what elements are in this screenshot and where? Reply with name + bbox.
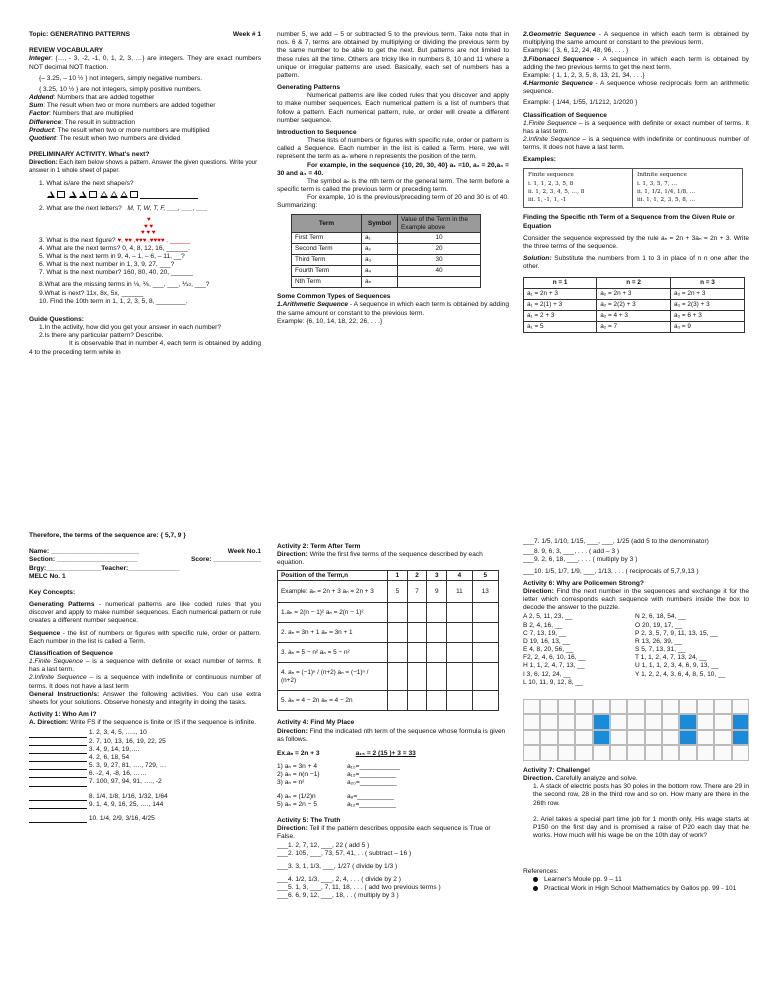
- act4-items: [277, 763, 509, 809]
- act1-items: [29, 729, 261, 823]
- list-item: 6. -2, 4, -8, 16, ……: [29, 770, 261, 778]
- puzzle-cell-highlight: [679, 714, 696, 730]
- table-row: 5. aₙ = 4 − 2n aₙ = 4 − 2n: [278, 691, 499, 711]
- symbol-header: Symbol: [362, 214, 398, 233]
- sequence-examples: [523, 168, 749, 209]
- act2-header-row: Position of the Term,n 1 2 3 4 5: [278, 570, 499, 581]
- list-item: 5. 3, 9, 27, 81, …., 729, …: [29, 762, 261, 770]
- list-item: 9. 1, 4, 9, 16, 25, …., 144: [29, 801, 261, 809]
- act4-heading: Activity 4: Find My Place: [277, 719, 355, 727]
- puzzle-cell[interactable]: [523, 730, 540, 746]
- answer-blank[interactable]: [29, 732, 87, 738]
- puzzle-cell[interactable]: [610, 745, 627, 761]
- student-info: [29, 548, 261, 581]
- table-row: Example: aₙ = 2n + 3 aₙ = 2n + 3 5 7 9 11 13: [278, 581, 499, 603]
- guide-heading: Guide Questions:: [29, 315, 84, 323]
- section-field[interactable]: Section: ______________________: [29, 556, 138, 564]
- shape-group-1: [47, 191, 65, 198]
- product-def: Product: The result when two or more numbers are multiplied: [29, 126, 210, 134]
- harm-def: 4.Harmonic Sequence - A sequence whose reciprocals form an arithmetic sequence.: [523, 80, 749, 96]
- list-item: 8. 1/4, 1/8, 1/16, 1/32, 1/64: [29, 793, 261, 801]
- puzzle-cell[interactable]: [714, 699, 731, 715]
- act6-right: [635, 613, 749, 687]
- answer-blank[interactable]: [140, 193, 198, 199]
- geo-example: Example: { 3, 6, 12, 24, 48, 96, . . . }: [523, 47, 629, 55]
- arith-example: Example: {6, 10, 14, 18, 22, 26, . . .}: [277, 317, 383, 325]
- puzzle-cell[interactable]: [645, 699, 662, 715]
- list-item: A 2, 5, 11, 23, __: [523, 613, 573, 621]
- list-item: H 1, 1, 2, 4, 7, 13, __: [523, 662, 585, 670]
- nonint-line1: {– 3.25, – 10 ½ } not integers, simply negative numbers.: [39, 74, 203, 82]
- hearts-figure: ♥ ♥ ♥ ♥ ♥ ♥: [141, 216, 156, 237]
- list-item: S 5, 7, 13, 31, __: [635, 646, 686, 654]
- act6-heading: Activity 6: Why are Policemen Strong?: [523, 579, 644, 587]
- list-item: 1. 2, 3, 4, 5, ….., 10: [29, 729, 261, 737]
- act7-direction: Direction. Carefully analyze and solve.: [523, 775, 638, 783]
- guide-1: 1.In the activity, how did you get your answer in each number?: [39, 324, 222, 332]
- general-instructions: General Instruction/s: Answer the following activities. You can use extra sheets for your solutions. Observe honesty and integrity in doing the tasks.: [29, 690, 261, 706]
- finite-def: 1.Finite Sequence – is a sequence with definite or exact number of terms. It has a last term.: [523, 119, 749, 135]
- triangle-icon: [110, 191, 118, 198]
- term-table-header: [292, 214, 481, 233]
- puzzle-cell-highlight: [593, 714, 610, 730]
- table-row: 2. aₙ = 3n + 1 aₙ = 3n + 1: [278, 623, 499, 643]
- puzzle-cell[interactable]: [714, 745, 731, 761]
- list-item: ___10. 1/5, 1/7, 1/9, ___, 1/13, . . . ( reciprocals of 5,7,9,13 ): [523, 567, 699, 575]
- puzzle-cell[interactable]: [523, 714, 540, 730]
- difference-def: Difference: The result in subtraction: [29, 118, 136, 126]
- table-row: 1.aₙ = 2(n − 1)² aₙ = 2(n − 1)²: [278, 603, 499, 623]
- intro-heading: Introduction to Sequence: [277, 128, 357, 136]
- finite-box: Finite sequence i. 1, 1, 2, 3, 5, 8 ii. 1, 2, 3, 4, 5, …, 8 iii. 1, -1, 1, -1: [523, 168, 633, 209]
- list-item: B 2, 4, 16, __: [523, 621, 563, 629]
- puzzle-cell[interactable]: [697, 730, 714, 746]
- puzzle-cell-highlight: [679, 730, 696, 746]
- brgy-teacher-field[interactable]: Brgy:_______________Teacher:______________: [29, 564, 180, 572]
- list-item: 7. 100, 97, 94, 91, …., -2: [29, 778, 261, 786]
- puzzle-cell[interactable]: [523, 699, 540, 715]
- p2-col2: [277, 543, 509, 993]
- list-item: U 1, 1, 1, 2, 3, 4, 6, 9, 13, __: [635, 662, 719, 670]
- act7-q2: 2. Ariel takes a special part time job for 1 month only. His wage starts at P150 on the first day and is promised a raise of P20 each day that he works. How much will his wage be on the 10th day of work?: [533, 815, 749, 840]
- list-item: 2) aₙ = n(n −1) a₁₅=__________: [277, 771, 397, 779]
- q4: 4. What are the next terms? 0, 4, 8, 12, 16, ______.: [39, 244, 191, 252]
- list-item: 4) aₙ = (1/2)n a₈=__________: [277, 792, 394, 800]
- act5-items: [277, 842, 509, 901]
- intro-text: These lists of numbers or figures with specific rule, order or pattern is called a Sequence. Each number in the list is called a Term. Here, we will represent the term as aₙ where n represents the position of the term.: [277, 137, 509, 161]
- act4-direction: Direction: Find the indicated nth term of the sequence whose formula is given as follows.: [277, 727, 506, 743]
- seq-def: Sequence - the list of numbers or figures with specific rule, order or pattern. Each number in the list is called a Term.: [29, 629, 261, 645]
- list-item: ___4. 1/2, 1/3, ___, 2, 4, . . . ( divide by 2 ): [277, 876, 401, 884]
- puzzle-cell[interactable]: [679, 745, 696, 761]
- list-item: P 2, 3, 5, 7, 9, 11, 13, 15, __: [635, 629, 718, 637]
- puzzle-cell[interactable]: [575, 714, 592, 730]
- list-item: 10. 1/4, 2/9, 3/16, 4/25: [29, 815, 261, 823]
- puzzle-cell[interactable]: [662, 699, 679, 715]
- q7: 7. What is the next number? 160, 80, 40, 20, ______: [39, 269, 193, 277]
- puzzle-cell[interactable]: [732, 699, 749, 715]
- week-number: Week No.1: [227, 548, 261, 556]
- q1-shapes: [29, 191, 261, 199]
- list-item: O 20, 19, 17, __: [635, 621, 683, 629]
- pattern-paragraph: number 5, we add – 5 or subtracted 5 to the previous term. Take note that in nos. 6 & 7, terms are obtained by multiplying or dividing the previous term by the same number to be able to get the next. But patterns are not limited to these rules all the time. Others are tricky like in numbers 8, 10 and 11 where a unique or irregular patterns are used. Basically, each set of numbers has a pattern.: [277, 31, 509, 79]
- solution-table: [523, 277, 745, 333]
- class-heading-2: Classification of Sequence: [29, 649, 113, 657]
- p2-col3: [523, 532, 749, 992]
- list-item: 5) aₙ = 2n − 5 a₁₂=__________: [277, 800, 396, 808]
- nonint-line2: { 3.25, 10 ½ } are not integers, simply positive numbers.: [39, 85, 202, 93]
- act4-example: Ex.aₙ = 2n + 3 a₁₅ = 2 (15 )+ 3 = 33: [277, 749, 416, 757]
- review-heading: REVIEW VOCABULARY: [29, 47, 104, 55]
- sum-def: Sum: The result when two or more numbers are added together: [29, 102, 216, 110]
- list-item: ___8. 9, 6, 3, ___, . . . ( add – 3 ): [523, 548, 620, 556]
- q3: 3. What is the next figure? ♥, ♥♥ ,♥♥♥ ,♥♥♥♥ , ______: [39, 236, 191, 244]
- act6-sequences: [523, 613, 749, 687]
- puzzle-cell[interactable]: [697, 699, 714, 715]
- p1-col2: [277, 31, 509, 436]
- fib-example: Example: { 1, 1, 2, 3, 5, 8, 13, 21, 34, . . .}: [523, 71, 645, 79]
- q10: 10. Find the 10th term in 1, 1, 2, 3, 5, 8, ________.: [39, 297, 188, 305]
- puzzle-cell[interactable]: [662, 714, 679, 730]
- puzzle-cell[interactable]: [662, 730, 679, 746]
- puzzle-cell[interactable]: [610, 730, 627, 746]
- shape-group-3: [100, 191, 138, 198]
- triangle-icon: [100, 191, 108, 198]
- addend-def: Addend: Numbers that are added together: [29, 94, 155, 102]
- list-item: 3. 4, 9, 14, 19,….: [29, 746, 261, 754]
- answer-blank[interactable]: [29, 740, 87, 746]
- act2-heading: Activity 2: Term After Term: [277, 543, 361, 550]
- fib-def: 3.Fibonacci Sequence - A sequence in which each term is obtained by adding the two previous terms to get the next term.: [523, 55, 749, 71]
- term-header: Term: [292, 214, 362, 233]
- act6-left: [523, 613, 635, 687]
- puzzle-cell[interactable]: [679, 699, 696, 715]
- list-item: I 3, 6, 12, 24, __: [523, 670, 571, 678]
- puzzle-cell-highlight: [593, 730, 610, 746]
- quotient-def: Quotient: The result when two numbers are divided: [29, 134, 181, 142]
- puzzle-cell[interactable]: [558, 699, 575, 715]
- table-row: a₁ = 2n + 3 a₂ = 2n + 3 a₃ = 2n + 3: [524, 289, 745, 300]
- solution-text: Solution: Substitute the numbers from 1 to 3 in place of n n one after the other.: [523, 255, 749, 271]
- puzzle-cell[interactable]: [540, 745, 557, 761]
- symbol-text: The symbol aₙ is the nth term or the general term. The term before a specific term is called the previous term or preceding term.: [277, 177, 509, 194]
- puzzle-cell[interactable]: [593, 699, 610, 715]
- puzzle-cell[interactable]: [714, 730, 731, 746]
- puzzle-cell[interactable]: [610, 714, 627, 730]
- puzzle-cell[interactable]: [627, 699, 644, 715]
- list-item: ___1. 2, 7, 12, ___, 22 ( add 5 ): [277, 841, 370, 849]
- puzzle-cell[interactable]: [645, 730, 662, 746]
- topic: Topic: GENERATING PATTERNS: [29, 31, 130, 38]
- list-item: C 7, 13, 19, __: [523, 629, 567, 637]
- act5-heading: Activity 5: The Truth: [277, 817, 341, 824]
- puzzle-cell[interactable]: [558, 745, 575, 761]
- melc-number: MELC No. 1: [29, 572, 66, 580]
- gen-heading: Generating Patterns: [277, 84, 341, 92]
- list-item: T 1, 1, 2, 4, 7, 13, 24, __: [635, 654, 707, 662]
- table-row: Nth Term aₙ: [292, 277, 481, 288]
- puzzle-cell[interactable]: [732, 745, 749, 761]
- puzzle-cell[interactable]: [575, 699, 592, 715]
- nth-heading: Finding the Specific nth Term of a Sequence from the Given Rule or Equation: [523, 214, 735, 230]
- list-item: 2. 7, 10, 13, 16, 19, 22, 25: [29, 738, 261, 746]
- infinite-def: 2.Infinite Sequence – is a sequence with indefinite or continuous number of terms. It does not have a last term.: [523, 136, 749, 152]
- list-item: ___9. 2, 6, 18, ___, . . . ( multiply by 3 ): [523, 556, 638, 564]
- triangle-icon: [69, 191, 77, 198]
- list-item: 4. 2, 6, 18, 54: [29, 754, 261, 762]
- list-item: R 13, 26, 39, __: [635, 637, 682, 645]
- p1-col1: [29, 31, 261, 436]
- prelim-direction: Direction: Each item below shows a pattern. Answer the given questions. Write your answer in 1 whole sheet of paper.: [29, 159, 258, 174]
- list-item: ___5. 1, 3, ___, 7, 11, 18, . . . ( add two previous terms ): [277, 884, 441, 892]
- puzzle-cell-highlight: [732, 730, 749, 746]
- answer-blank[interactable]: [29, 795, 87, 801]
- therefore-line: Therefore, the terms of the sequence are: { 5,7, 9 }: [29, 532, 186, 539]
- term-table: [291, 214, 481, 289]
- triangle-icon: [79, 191, 87, 198]
- act5-direction: Direction: Tell if the pattern describes opposite each sequence is True or False.: [277, 825, 491, 841]
- p2-col1: [29, 532, 261, 992]
- puzzle-cell[interactable]: [645, 714, 662, 730]
- common-heading: Some Common Types of Sequences: [277, 293, 391, 301]
- q6: 6. What is the next number in 1, 3, 9, 27, ___?: [39, 261, 175, 269]
- value-header: Value of the Term in the Example above: [398, 214, 481, 233]
- puzzle-cell[interactable]: [523, 745, 540, 761]
- integer-def: Integer: {…, - 3, -2, -1, 0, 1, 2, 3, …} are integers. They are exact numbers NOT decimal NOT fraction.: [29, 55, 261, 71]
- table-row: Second Term a₂ 20: [292, 244, 481, 255]
- guide-observation: It is observable that in number 4, each term is obtained by adding 4 to the preceding term while in: [29, 340, 261, 356]
- name-field[interactable]: Name: ________________________: [29, 548, 139, 556]
- puzzle-cell[interactable]: [540, 714, 557, 730]
- list-item: ___3. 3, 1, 1/3, ___, 1/27 ( divide by 1/3 ): [277, 862, 398, 870]
- puzzle-cell[interactable]: [697, 745, 714, 761]
- puzzle-cell[interactable]: [610, 699, 627, 715]
- puzzle-cell[interactable]: [645, 745, 662, 761]
- puzzle-cell[interactable]: [714, 714, 731, 730]
- q8: 8.What are the missing terms in ⅛, ⅙, ___, ___, ⅒, ___?: [39, 281, 210, 289]
- list-item: L 10, 11, 9, 12, 8, __: [523, 678, 583, 686]
- example-text: For example, in the sequence {10, 20, 30, 40} a₁ =10, a₂ = 20,a₃ = 30 and a₄ = 40.: [277, 161, 509, 177]
- prelim-heading: PRELIMINARY ACTIVITY. What's next?: [29, 151, 150, 159]
- answer-blank[interactable]: [29, 781, 87, 787]
- act1-heading: Activity 1: Who Am I?: [29, 711, 97, 719]
- square-icon: [130, 191, 138, 198]
- puzzle-cell[interactable]: [540, 730, 557, 746]
- harm-example: Example: { 1/44, 1/55, 1/1212, 1/2020 }: [523, 99, 638, 107]
- table-row: 3. aₙ = 5 − n² aₙ = 5 − n²: [278, 643, 499, 663]
- ref-item: Learner's Moule pp. 9 – 11: [523, 876, 749, 884]
- q9: 9.What is next? 11x, 8x, 5x, ______: [39, 289, 144, 297]
- act7-heading: Activity 7: Challenge!: [523, 766, 591, 774]
- q2: 2. What are the next letters? M, T, W, T, F, ___, ___, ___: [39, 204, 208, 212]
- list-item: F2, 2, 4, 6, 10, 16, __: [523, 654, 586, 662]
- table-row: a₁ = 5 a₂ = 7 a₃ = 9: [524, 322, 745, 333]
- q5: 5. What is the next term in 9, 4, – 1, – 6, – 11, __?: [39, 252, 185, 260]
- preceding-text: For example, 10 is the previous/preceding term of 20 and 30 is of 40. Summarizing:: [277, 194, 509, 210]
- puzzle-cell[interactable]: [627, 745, 644, 761]
- puzzle-cell[interactable]: [627, 730, 644, 746]
- puzzle-cell[interactable]: [575, 745, 592, 761]
- list-item: ___2. 105, ___, 73, 57, 41, . . ( subtract – 16 ): [277, 849, 412, 857]
- table-row: Third Term a₃ 30: [292, 255, 481, 266]
- geo-def: 2.Geometric Sequence - A sequence in which each term is obtained by multiplying the same amount or constant to the previous term.: [523, 31, 749, 47]
- square-icon: [89, 191, 97, 198]
- act5-more: [523, 538, 749, 576]
- factor-def: Factor: Numbers that are multiplied: [29, 110, 134, 118]
- puzzle-cell[interactable]: [593, 745, 610, 761]
- list-item: E 4, 8, 20, 56, __: [523, 646, 574, 654]
- bullet-icon: [533, 886, 538, 891]
- gen-def: Generating Patterns - numerical patterns are like coded rules that you discover and apply to make number sequences. Each numerical pattern or rule creates a different number sequence.: [29, 601, 261, 625]
- key-heading: Key Concepts:: [29, 588, 76, 596]
- bullet-icon: [533, 877, 538, 882]
- list-item: 3) aₙ = n² a₂₀=__________: [277, 779, 397, 787]
- square-icon: [57, 191, 65, 198]
- arith-def: 1.Arithmetic Sequence - A sequence in which each term is obtained by adding the same amount or constant to the previous term.: [277, 301, 509, 317]
- consider-text: Consider the sequence expressed by the rule aₙ = 2n + 3aₙ = 2n + 3. Write the three terms of the sequence.: [523, 234, 749, 250]
- list-item: N 2, 6, 18, 54, __: [635, 613, 686, 621]
- shape-group-2: [69, 191, 97, 198]
- puzzle-cell-highlight: [732, 714, 749, 730]
- act2-direction: Direction: Write the first five terms of the sequence described by each equation.: [277, 551, 483, 567]
- class-heading: Classification of Sequence: [523, 111, 607, 119]
- list-item: ___6. 6, 9, 12, ___, 18, . . ( multiply by 3 ): [277, 892, 399, 900]
- week: Week # 1: [232, 31, 261, 38]
- guide-2: 2.Is there any particular pattern? Describe.: [39, 332, 164, 340]
- act7-q1: 1. A stack of electric posts has 30 poles in the bottom row. There are 29 in the second row, 28 in the third row and so on. How many are there in the 26th row.: [533, 783, 749, 807]
- act1-direction: A. Direction: Write FS if the sequence is finite or IS if the sequence is infinite.: [29, 719, 257, 727]
- table-row: Fourth Term a₄ 40: [292, 266, 481, 277]
- act6-direction: Direction: Find the next number in the sequences and exchange it for the letter which corresponds each sequence with numbers inside the box to decode the answer to the puzzle.: [523, 587, 749, 612]
- ref-item: Practical Work in High School Mathematics by Gallos pp. 99 - 101: [523, 885, 749, 893]
- puzzle-cell[interactable]: [558, 730, 575, 746]
- finite-def-2: 1.Finite Sequence – is a sequence with definite or exact number of terms. It has a last term.: [29, 658, 261, 674]
- q1: 1. What is/are the next shape/s?: [39, 180, 134, 188]
- list-item: 1) aₙ = 3n + 4 a₁₀=___________: [277, 763, 400, 771]
- list-item: ___7. 1/5, 1/10, 1/15, ___, ___, 1/25 (add 5 to the denominator): [523, 538, 709, 545]
- answer-blank[interactable]: [29, 817, 87, 823]
- triangle-icon: [47, 191, 55, 198]
- gen-text: Numerical patterns are like coded rules that you discover and apply to make number sequences. Each numerical pattern is a list of numbers that follow a pattern. Each numerical pattern, rule, or order will create a different number sequence.: [277, 92, 509, 124]
- puzzle-cell[interactable]: [627, 714, 644, 730]
- puzzle-answer-grid: [523, 699, 749, 761]
- puzzle-cell[interactable]: [697, 714, 714, 730]
- score-field[interactable]: Score: _____________: [190, 556, 261, 564]
- table-row: First Term a₁ 10: [292, 233, 481, 244]
- topic-line: [29, 31, 261, 39]
- infinite-def-2: 2.Infinite Sequence – is a sequence with indefinite or continuous number of terms. It does not have a last term: [29, 674, 261, 690]
- table-row: 4. aₙ = (−1)ⁿ / (n+2) aₙ = (−1)ⁿ / (n+2): [278, 663, 499, 691]
- answer-blank[interactable]: [29, 803, 87, 809]
- table-row: a₁ = 2(1) + 3 a₂ = 2(2) + 3 a₃ = 2(3) + 3: [524, 300, 745, 311]
- p1-col3: [523, 31, 749, 436]
- puzzle-cell[interactable]: [662, 745, 679, 761]
- infinite-box: Infinite sequence i. 1, 3, 5, 7, … ii. 1, 1/2, 1/4, 1/8, … iii. 1, 1, 2, 3, 5, 8, …: [633, 168, 743, 209]
- puzzle-cell[interactable]: [558, 714, 575, 730]
- puzzle-cell[interactable]: [540, 699, 557, 715]
- triangle-icon: [120, 191, 128, 198]
- act2-table: [277, 570, 499, 712]
- puzzle-cell[interactable]: [575, 730, 592, 746]
- list-item: D 19, 16, 13, __: [523, 637, 570, 645]
- table-row: a₁ = 2 + 3 a₂ = 4 + 3 a₃ = 6 + 3: [524, 311, 745, 322]
- solution-header-row: n = 1 n = 2 n = 3: [524, 278, 745, 289]
- list-item: Y 1, 2, 2, 4, 3, 6, 4, 8, 5, 10, __: [635, 670, 726, 678]
- ref-heading: References:: [523, 868, 559, 876]
- examples-label: Examples:: [523, 156, 556, 164]
